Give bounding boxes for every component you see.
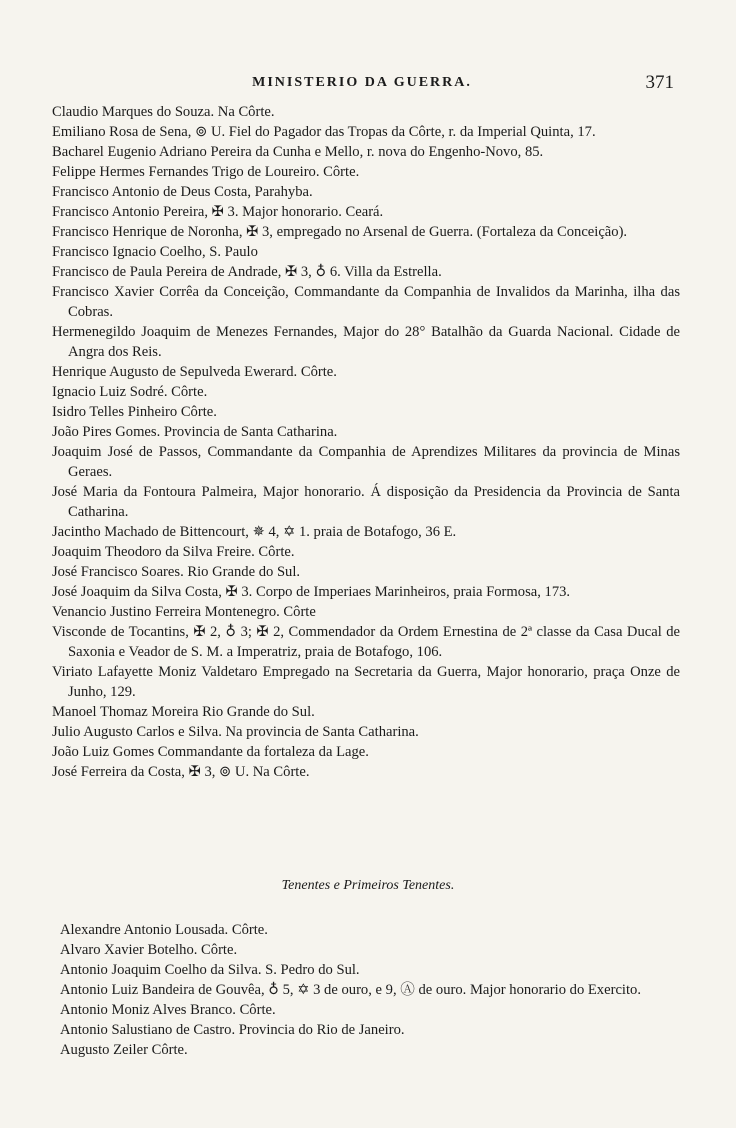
entry: João Luiz Gomes Commandante da fortaleza da Lage. [52,744,369,760]
entry: Claudio Marques do Souza. Na Côrte. [52,104,275,120]
entry: Francisco Xavier Corrêa da Conceição, Commandante da Companhia de Invalidos da Marinha, ilha das Cobras. [52,284,680,320]
section-title: Tenentes e Primeiros Tenentes. [281,878,455,893]
entry: Antonio Salustiano de Castro. Provincia do Rio de Janeiro. [60,1022,405,1038]
entry: Augusto Zeiler Côrte. [60,1042,188,1058]
entry: Julio Augusto Carlos e Silva. Na provincia de Santa Catharina. [52,724,419,740]
entry: José Maria da Fontoura Palmeira, Major honorario. Á disposição da Presidencia da Provincia de Santa Catharina. [52,484,680,520]
entry: Francisco Antonio de Deus Costa, Parahyba. [52,184,313,200]
entry: Viriato Lafayette Moniz Valdetaro Empregado na Secretaria da Guerra, Major honorario, praça Onze de Junho, 129. [52,664,680,700]
entry: Emiliano Rosa de Sena, ⊚ U. Fiel do Pagador das Tropas da Côrte, r. da Imperial Quinta, 17. [52,124,596,140]
entry: Jacintho Machado de Bittencourt, ✵ 4, ✡ 1. praia de Botafogo, 36 E. [52,524,457,540]
entry: Henrique Augusto de Sepulveda Ewerard. Côrte. [52,364,337,380]
entry: Hermenegildo Joaquim de Menezes Fernandes, Major do 28° Batalhão da Guarda Nacional. Cidade de Angra dos Reis. [52,324,680,360]
entry: Isidro Telles Pinheiro Côrte. [52,404,217,420]
entry: Antonio Luiz Bandeira de Gouvêa, ♁ 5, ✡ 3 de ouro, e 9, Ⓐ de ouro. Major honorario do Exercito. [60,982,641,998]
page-header [50,72,674,95]
entry: Francisco de Paula Pereira de Andrade, ✠ 3, ♁ 6. Villa da Estrella. [52,264,442,280]
page-number: 371 [645,72,674,93]
entry: Alexandre Antonio Lousada. Côrte. [60,922,268,938]
entry: José Ferreira da Costa, ✠ 3, ⊚ U. Na Côrte. [52,764,310,780]
entries-list-2 [60,920,684,1060]
entry: Alvaro Xavier Botelho. Côrte. [60,942,238,958]
entry: Francisco Ignacio Coelho, S. Paulo [52,244,258,260]
entry: Visconde de Tocantins, ✠ 2, ♁ 3; ✠ 2, Commendador da Ordem Ernestina de 2ª classe da Casa Ducal de Saxonia e Veador de S. M. a Imperatriz, praia de Botafogo, 106. [52,624,680,660]
running-head: MINISTERIO DA GUERRA. [252,75,472,90]
entry: Francisco Henrique de Noronha, ✠ 3, empregado no Arsenal de Guerra. (Fortaleza da Conceição). [52,224,628,240]
entry: Ignacio Luiz Sodré. Côrte. [52,384,208,400]
entry: Joaquim Theodoro da Silva Freire. Côrte. [52,544,295,560]
entry: Felippe Hermes Fernandes Trigo de Loureiro. Côrte. [52,164,360,180]
entries-list [52,102,680,782]
entry: Bacharel Eugenio Adriano Pereira da Cunha e Mello, r. nova do Engenho-Novo, 85. [52,144,544,160]
entry: João Pires Gomes. Provincia de Santa Catharina. [52,424,338,440]
entry: Joaquim José de Passos, Commandante da Companhia de Aprendizes Militares da provincia de Minas Geraes. [52,444,680,480]
entry: Antonio Joaquim Coelho da Silva. S. Pedro do Sul. [60,962,360,978]
entry: Venancio Justino Ferreira Montenegro. Côrte [52,604,316,620]
entry: José Francisco Soares. Rio Grande do Sul. [52,564,301,580]
entry: Manoel Thomaz Moreira Rio Grande do Sul. [52,704,315,720]
entry: Francisco Antonio Pereira, ✠ 3. Major honorario. Ceará. [52,204,384,220]
entry: Antonio Moniz Alves Branco. Côrte. [60,1002,276,1018]
entry: José Joaquim da Silva Costa, ✠ 3. Corpo de Imperiaes Marinheiros, praia Formosa, 173. [52,584,571,600]
